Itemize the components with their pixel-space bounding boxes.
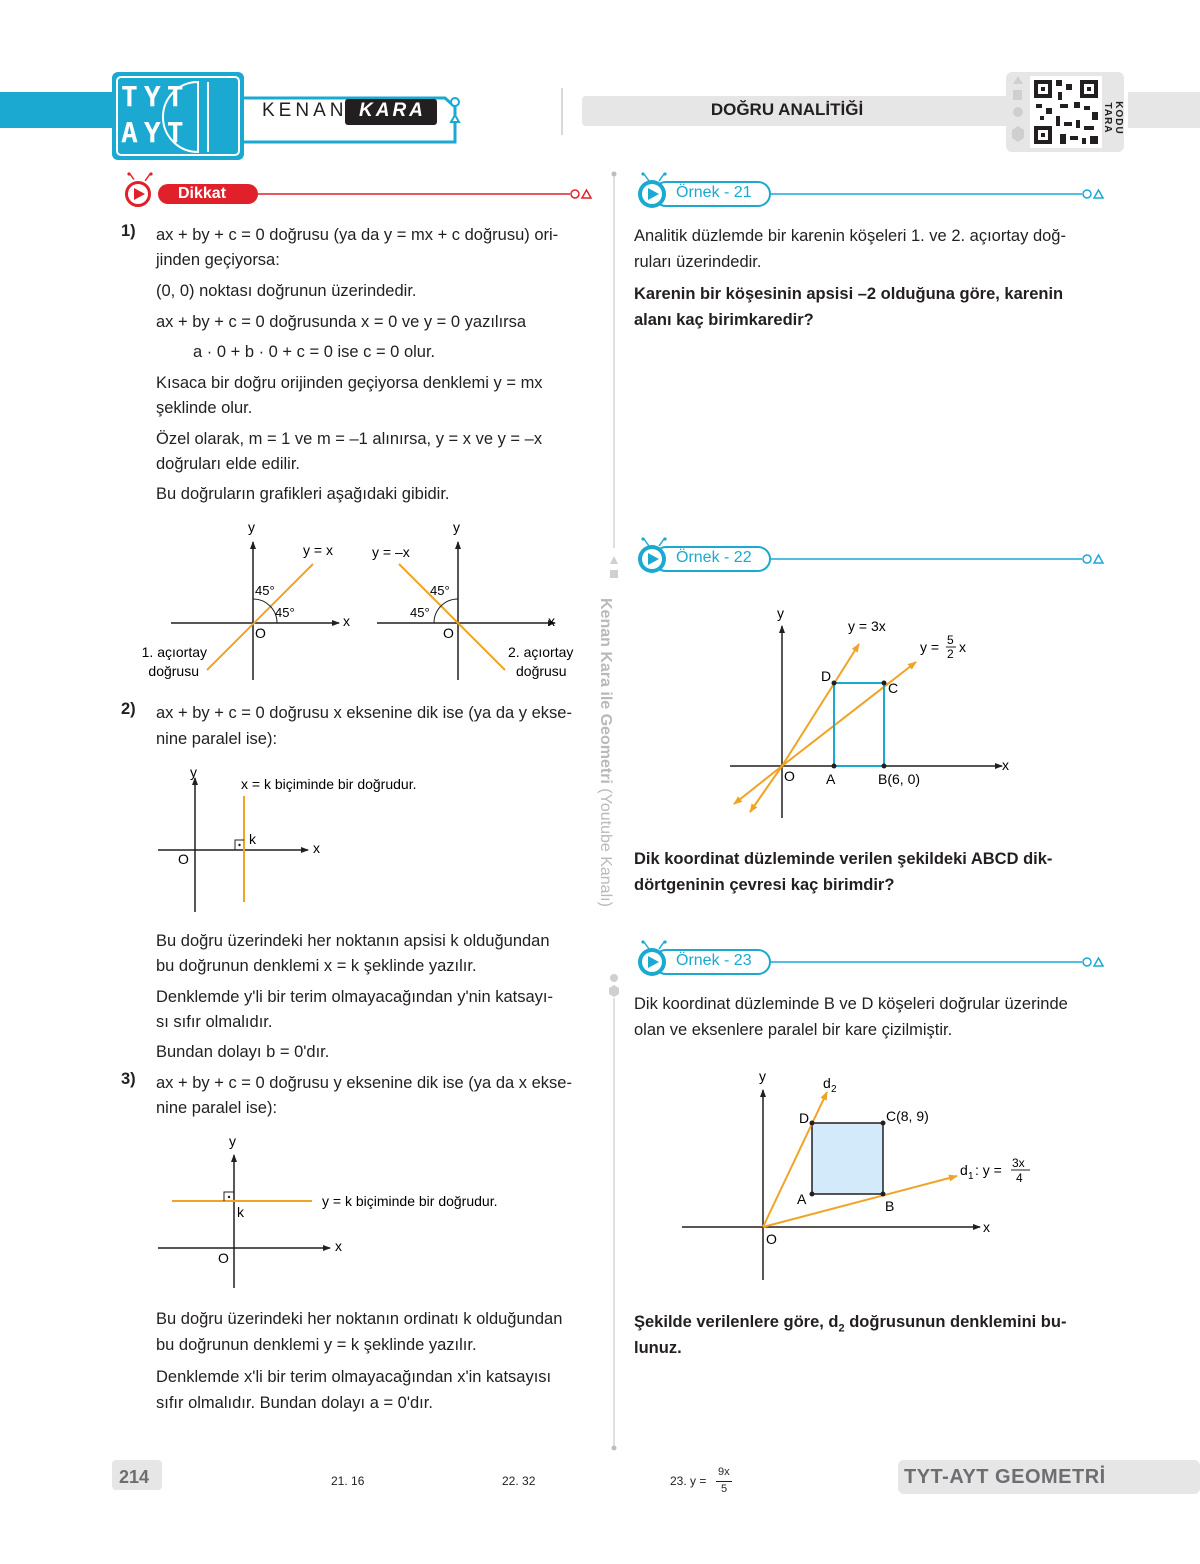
answer-23-num: 9x (718, 1466, 730, 1478)
o22-y-label: y (777, 605, 784, 621)
o22-label-d: D (821, 668, 832, 684)
dikkat-header (118, 170, 598, 214)
item3-line1: ax + by + c = 0 doğrusu y eksenine dik ise (ya da x ekse- (156, 1074, 572, 1092)
o22-origin: O (784, 768, 795, 784)
spine-text (592, 598, 614, 958)
ornek23-line1: Dik koordinat düzleminde B ve D köşeleri doğrular üzerinde (634, 995, 1068, 1013)
graph1-line-label: y = x (303, 542, 333, 558)
o23-origin: O (766, 1231, 777, 1247)
o22-label-b: B(6, 0) (878, 771, 921, 787)
ornek22-title: Örnek - 22 (676, 549, 752, 566)
ornek23-line2: olan ve eksenlere paralel bir kare çizilmiştir. (634, 1021, 953, 1039)
graph2-angle2: 45° (410, 605, 430, 620)
item1-line7: şeklinde olur. (156, 399, 253, 417)
o22-label-c: C (888, 680, 899, 696)
graph1-caption2: doğrusu (148, 663, 199, 679)
ornek23-q1-sub: 2 (838, 1322, 845, 1335)
o23-label-b: B (885, 1198, 895, 1214)
graph2-caption1: 2. açıortay (508, 644, 574, 660)
ornek21-line2: ruları üzerindedir. (634, 253, 762, 271)
v-graph-k: k (249, 831, 256, 847)
spine-normal: (Youtube Kanalı) (597, 783, 614, 907)
o22-line2-num: 5 (947, 633, 954, 647)
ornek21-question2: alanı kaç birimkaredir? (634, 311, 814, 329)
brand-first-name: KENAN (262, 100, 348, 121)
graph1-origin: O (255, 625, 266, 641)
item1-line8: Özel olarak, m = 1 ve m = –1 alınırsa, y = x ve y = –x (156, 430, 543, 448)
dikkat-title: Dikkat (178, 185, 227, 202)
graph2-line-label: y = –x (372, 544, 410, 560)
ornek23-question1 (634, 1309, 1066, 1341)
item1-line1: ax + by + c = 0 doğrusu (ya da y = mx + c doğrusu) ori- (156, 226, 559, 244)
h-graph-origin: O (218, 1250, 229, 1266)
o23-d2-sub: 2 (831, 1084, 837, 1095)
answer-23-bar (716, 1481, 732, 1482)
o22-point-a (832, 764, 837, 769)
bisector-graphs (125, 510, 595, 690)
logo-top-text: TYT (121, 80, 190, 113)
o22-line-3x (782, 644, 859, 766)
o22-point-c (882, 681, 887, 686)
item2-line7: Bundan dolayı b = 0'dır. (156, 1043, 330, 1061)
logo-bottom-text: AYT (121, 116, 190, 149)
o22-point-b (882, 764, 887, 769)
h-graph-x-label: x (335, 1238, 342, 1254)
item1-line9: doğruları elde edilir. (156, 455, 301, 473)
o22-point-d (832, 681, 837, 686)
o22-line2-den: 2 (947, 647, 954, 661)
o23-d1-label: d (960, 1162, 968, 1178)
o23-d1-num: 3x (1012, 1156, 1025, 1170)
graph1-angle1: 45° (255, 583, 275, 598)
o22-line2-post: x (959, 639, 966, 655)
o23-square (812, 1123, 883, 1194)
graph1-caption1: 1. açıortay (141, 644, 207, 660)
item1-line6: Kısaca bir doğru orijinden geçiyorsa denklemi y = mx (156, 374, 543, 392)
v-graph-x-label: x (313, 840, 320, 856)
ornek23-title: Örnek - 23 (676, 952, 752, 969)
o23-point-a (810, 1192, 815, 1197)
item2-line2: nine paralel ise): (156, 730, 278, 748)
ornek22-graph (720, 598, 1140, 838)
answer-22: 22. 32 (502, 1474, 536, 1488)
o23-label-d: D (799, 1110, 810, 1126)
o23-x-label: x (983, 1219, 990, 1235)
graph1-line (207, 564, 313, 670)
v-graph-y-label: y (190, 764, 197, 780)
o23-label-a: A (797, 1191, 807, 1207)
item2-line3: Bu doğru üzerindeki her noktanın apsisi k olduğundan (156, 932, 550, 950)
page-number: 214 (119, 1467, 150, 1487)
graph2-angle1: 45° (430, 583, 450, 598)
o23-point-c (881, 1121, 886, 1126)
ornek22-question1: Dik koordinat düzleminde verilen şekildeki ABCD dik- (634, 850, 1053, 868)
h-graph-k: k (237, 1204, 244, 1220)
v-graph-label: x = k biçiminde bir doğrudur. (241, 776, 417, 792)
item2-line5: Denklemde y'li bir terim olmayacağından y'nin katsayı- (156, 988, 553, 1006)
graph2-caption2: doğrusu (516, 663, 567, 679)
o23-point-d (810, 1121, 815, 1126)
ornek21-line1: Analitik düzlemde bir karenin köşeleri 1. ve 2. açıortay doğ- (634, 227, 1066, 245)
o23-d1-sub: 1 (968, 1171, 974, 1182)
ornek22-question2: dörtgeninin çevresi kaç birimdir? (634, 876, 895, 894)
chapter-title: DOĞRU ANALİTİĞİ (710, 100, 864, 119)
item3-line6: sıfır olmalıdır. Bundan dolayı a = 0'dır. (156, 1394, 433, 1412)
ornek23-graph (670, 1060, 1090, 1290)
ornek23-header (632, 938, 1108, 982)
item2-line6: sı sıfır olmalıdır. (156, 1013, 273, 1031)
item3-line4: bu doğrunun denklemi y = k şeklinde yazılır. (156, 1336, 477, 1354)
answer-21: 21. 16 (331, 1474, 365, 1488)
o22-line-52x-neg (734, 766, 782, 804)
o22-label-a: A (826, 771, 836, 787)
item2-line4: bu doğrunun denklemi x = k şeklinde yazılır. (156, 957, 477, 975)
o22-line-3x-neg (750, 766, 782, 812)
ornek21-title: Örnek - 21 (676, 184, 752, 201)
graph2-x-label: x (548, 613, 555, 629)
o23-label-c: C(8, 9) (886, 1108, 929, 1124)
horizontal-line-graph (150, 1125, 570, 1295)
answer-23 (670, 1464, 750, 1500)
header (0, 60, 1200, 160)
graph1-angle2: 45° (275, 605, 295, 620)
graph1-x-label: x (343, 613, 350, 629)
item1-number: 1) (121, 222, 136, 240)
o23-point-b (881, 1192, 886, 1197)
item3-number: 3) (121, 1070, 136, 1088)
graph1-y-label: y (248, 519, 255, 535)
o23-d2-label: d (823, 1075, 831, 1091)
ornek23-q1-rest: doğrusunun denklemini bu- (844, 1313, 1067, 1331)
item1-line4: ax + by + c = 0 doğrusunda x = 0 ve y = 0 yazılırsa (156, 313, 527, 331)
brand-last-name: KARA (359, 100, 426, 121)
item1-line2: jinden geçiyorsa: (156, 251, 280, 269)
book-title: TYT-AYT GEOMETRİ (904, 1466, 1106, 1488)
item3-line5: Denklemde x'li bir terim olmayacağından x'in katsayısı (156, 1368, 552, 1386)
o22-line2-label-pre: y = (920, 639, 940, 655)
item1-line3: (0, 0) noktası doğrunun üzerindedir. (156, 282, 417, 300)
item2-line1: ax + by + c = 0 doğrusu x eksenine dik ise (ya da y ekse- (156, 704, 572, 722)
o22-line1-label: y = 3x (848, 618, 886, 634)
h-graph-y-label: y (229, 1133, 236, 1149)
answer-23-pre: 23. y = (670, 1474, 707, 1488)
ornek23-question2: lunuz. (634, 1339, 682, 1357)
item3-line2: nine paralel ise): (156, 1099, 278, 1117)
item1-line10: Bu doğruların grafikleri aşağıdaki gibidir. (156, 485, 450, 503)
item2-number: 2) (121, 700, 136, 718)
o23-d1-eq: : y = (975, 1162, 1002, 1178)
item1-line5: a · 0 + b · 0 + c = 0 ise c = 0 olur. (193, 343, 436, 361)
o22-line-52x (782, 662, 916, 766)
item3-line3: Bu doğru üzerindeki her noktanın ordinatı k olduğundan (156, 1310, 563, 1328)
ornek22-header (632, 535, 1108, 579)
v-graph-origin: O (178, 851, 189, 867)
qr-label: KODU TARA (1102, 101, 1124, 135)
graph2-y-label: y (453, 519, 460, 535)
ornek23-q1-main: Şekilde verilenlere göre, d (634, 1313, 839, 1331)
o23-d1-den: 4 (1016, 1171, 1023, 1185)
o23-y-label: y (759, 1068, 766, 1084)
ornek21-question1: Karenin bir köşesinin apsisi –2 olduğuna göre, karenin (634, 285, 1064, 303)
o22-x-label: x (1002, 757, 1009, 773)
vertical-line-graph (150, 760, 550, 920)
ornek21-header (632, 170, 1108, 214)
graph2-origin: O (443, 625, 454, 641)
h-graph-label: y = k biçiminde bir doğrudur. (322, 1193, 498, 1209)
o22-rectangle (834, 683, 884, 766)
spine-bold: Kenan Kara ile Geometri (597, 598, 614, 784)
answer-23-den: 5 (721, 1483, 728, 1495)
